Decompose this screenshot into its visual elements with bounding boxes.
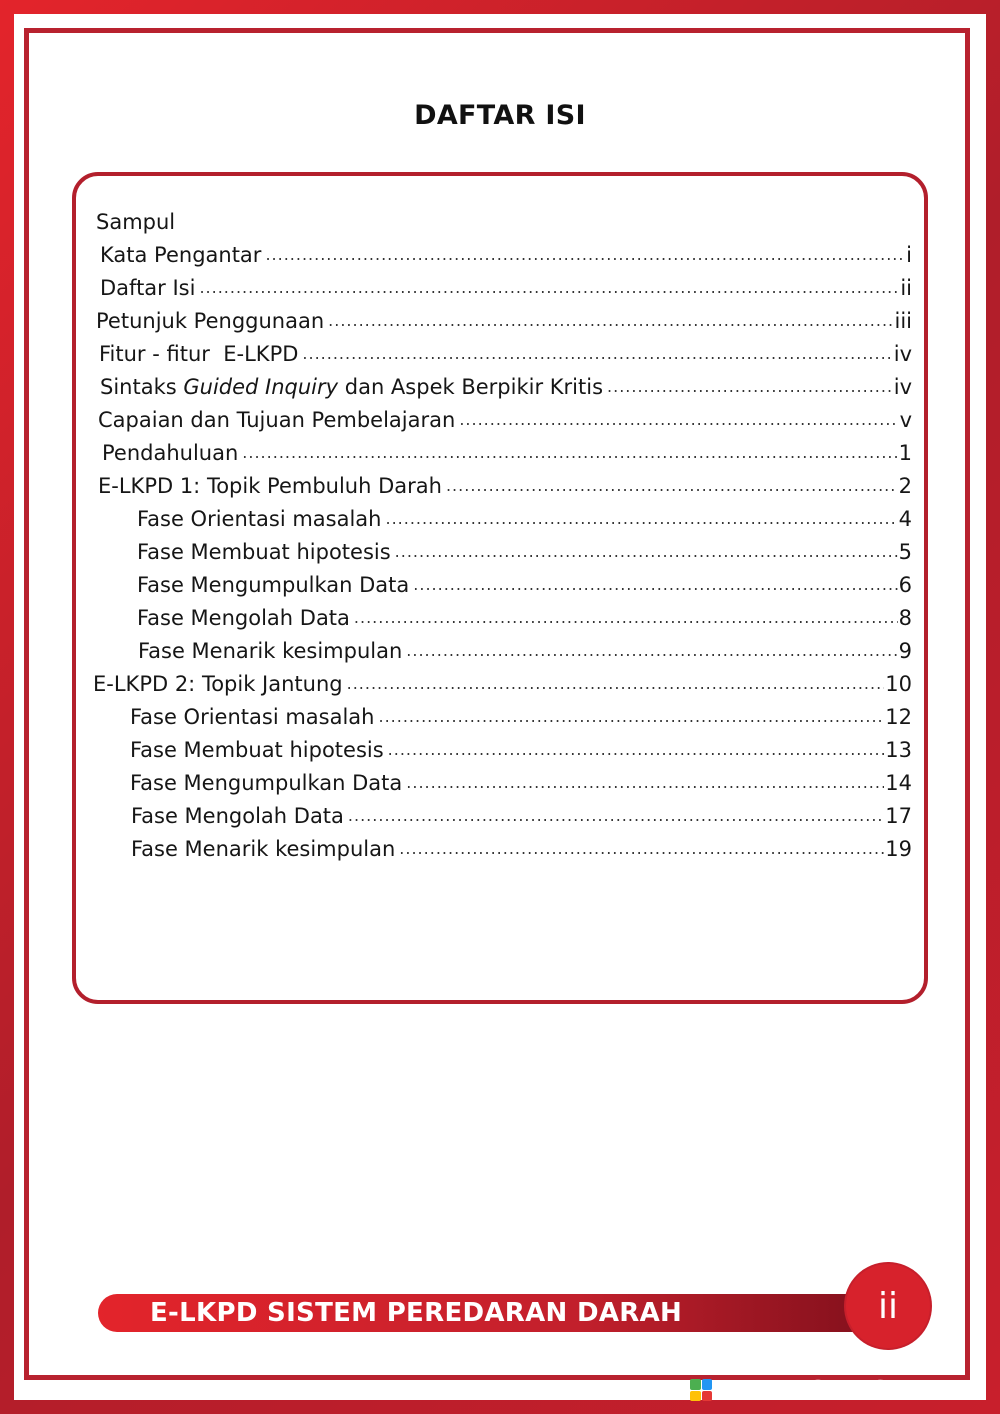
toc-subitem: Fase Membuat hipotesis ..... 13 <box>130 731 912 764</box>
toc-subitem: Fase Menarik kesimpulan ..... 19 <box>131 830 912 863</box>
toc-subitem: Fase Orientasi masalah ..... 12 <box>130 698 912 731</box>
footer-title: E-LKPD SISTEM PEREDARAN DARAH <box>150 1298 683 1328</box>
logo-square <box>702 1391 713 1402</box>
toc-subitem: Fase Orientasi masalah ..... 4 <box>137 500 912 533</box>
logo-square <box>690 1379 701 1390</box>
toc-subitem: Fase Mengolah Data ..... 17 <box>131 797 912 830</box>
toc-subitem: Fase Menarik kesimpulan ..... 9 <box>138 632 912 665</box>
toc-item: Daftar Isi ..... ii <box>100 269 912 302</box>
page-number-badge <box>846 1264 930 1348</box>
toc-item-sampul: Sampul <box>96 210 176 234</box>
toc-subitem: Fase Mengumpulkan Data ..... 6 <box>137 566 912 599</box>
toc-item: Kata Pengantar ..... i <box>100 236 912 269</box>
toc-subitem: Fase Mengolah Data ..... 8 <box>137 599 912 632</box>
toc-item: Pendahuluan ..... 1 <box>102 434 912 467</box>
liveworksheets-logo-icon <box>690 1379 712 1401</box>
toc-item: Petunjuk Penggunaan ..... iii <box>96 302 912 335</box>
logo-square <box>702 1379 713 1390</box>
toc-item: E-LKPD 1: Topik Pembuluh Darah ..... 2 <box>98 467 912 500</box>
toc-subitem: Fase Mengumpulkan Data ..... 14 <box>130 764 912 797</box>
toc-subitem: Fase Membuat hipotesis ..... 5 <box>137 533 912 566</box>
watermark-text: LIVEWORKSHEETS <box>716 1374 986 1405</box>
logo-square <box>690 1391 701 1402</box>
liveworksheets-watermark <box>690 1374 986 1405</box>
toc-item: E-LKPD 2: Topik Jantung ..... 10 <box>93 665 912 698</box>
toc-item: Sintaks Guided Inquiry dan Aspek Berpikir Kritis ..... iv <box>100 368 912 401</box>
toc-item: Fitur - fitur E-LKPD ..... iv <box>99 335 912 368</box>
page-number: ii <box>877 1285 898 1327</box>
toc-item: Capaian dan Tujuan Pembelajaran ..... v <box>98 401 912 434</box>
page-title: DAFTAR ISI <box>414 100 586 131</box>
document-page <box>14 14 986 1400</box>
